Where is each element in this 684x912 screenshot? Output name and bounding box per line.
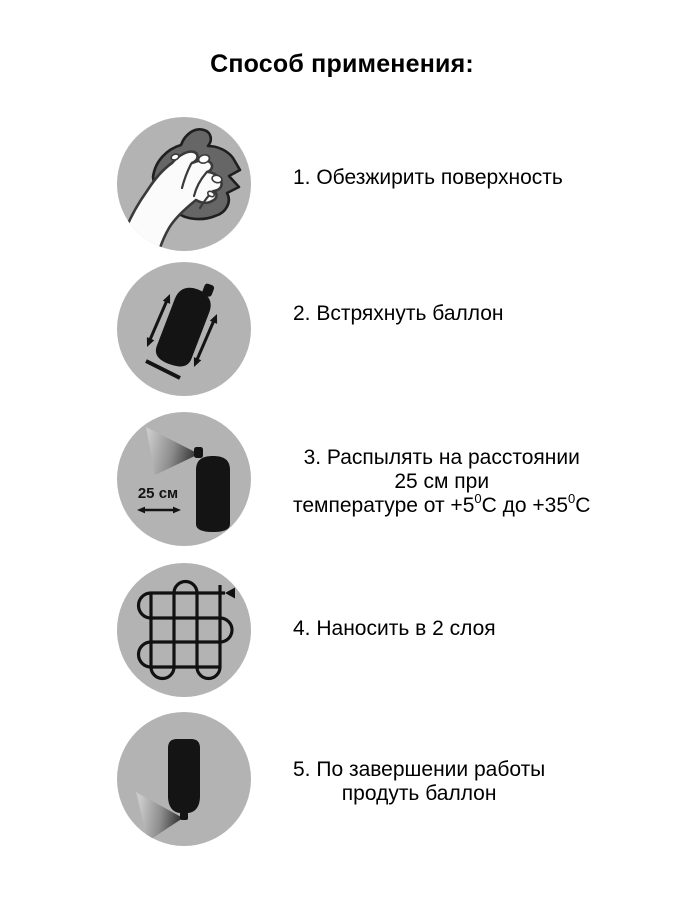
two-layer-path-icon — [117, 563, 251, 697]
step-1-text — [293, 166, 563, 190]
step-3-line-2: 25 см при — [394, 470, 490, 493]
page-title: Способ применения: — [210, 50, 474, 78]
step-row-5 — [0, 712, 684, 846]
step-5-line-2: продуть баллон — [341, 782, 497, 805]
step-5-text — [293, 758, 545, 806]
step-row-3 — [0, 412, 684, 546]
purge-can-icon — [117, 712, 251, 846]
step-1-line: 1. Обезжирить поверхность — [293, 166, 563, 189]
step-row-1 — [0, 117, 684, 251]
step-4-text — [293, 617, 496, 641]
step-3-icon-circle — [117, 412, 251, 546]
step-2-icon-circle — [117, 262, 251, 396]
distance-label: 25 см — [137, 485, 179, 502]
step-5-icon-circle — [117, 712, 251, 846]
step-5-line-1: 5. По завершении работы — [293, 758, 546, 781]
spray-distance-icon — [117, 412, 251, 546]
path-arrowhead — [225, 588, 235, 599]
step-1-icon-circle — [117, 117, 251, 251]
step-4-icon-circle — [117, 563, 251, 697]
step-4-line: 4. Наносить в 2 слоя — [293, 617, 496, 640]
step-2-text — [293, 302, 504, 326]
shake-can-icon — [117, 262, 251, 396]
step-3-text — [293, 446, 590, 518]
step-3-line-3: температуре от $+5^0С$ до $+35^0С$ — [293, 491, 591, 517]
step-row-2 — [0, 262, 684, 396]
spray-cone — [146, 427, 199, 475]
hand-wipe-icon — [117, 117, 251, 251]
step-3-line-1: 3. Распылять на расстоянии — [303, 446, 580, 469]
step-2-line: 2. Встряхнуть баллон — [293, 302, 504, 325]
step-row-4 — [0, 563, 684, 697]
